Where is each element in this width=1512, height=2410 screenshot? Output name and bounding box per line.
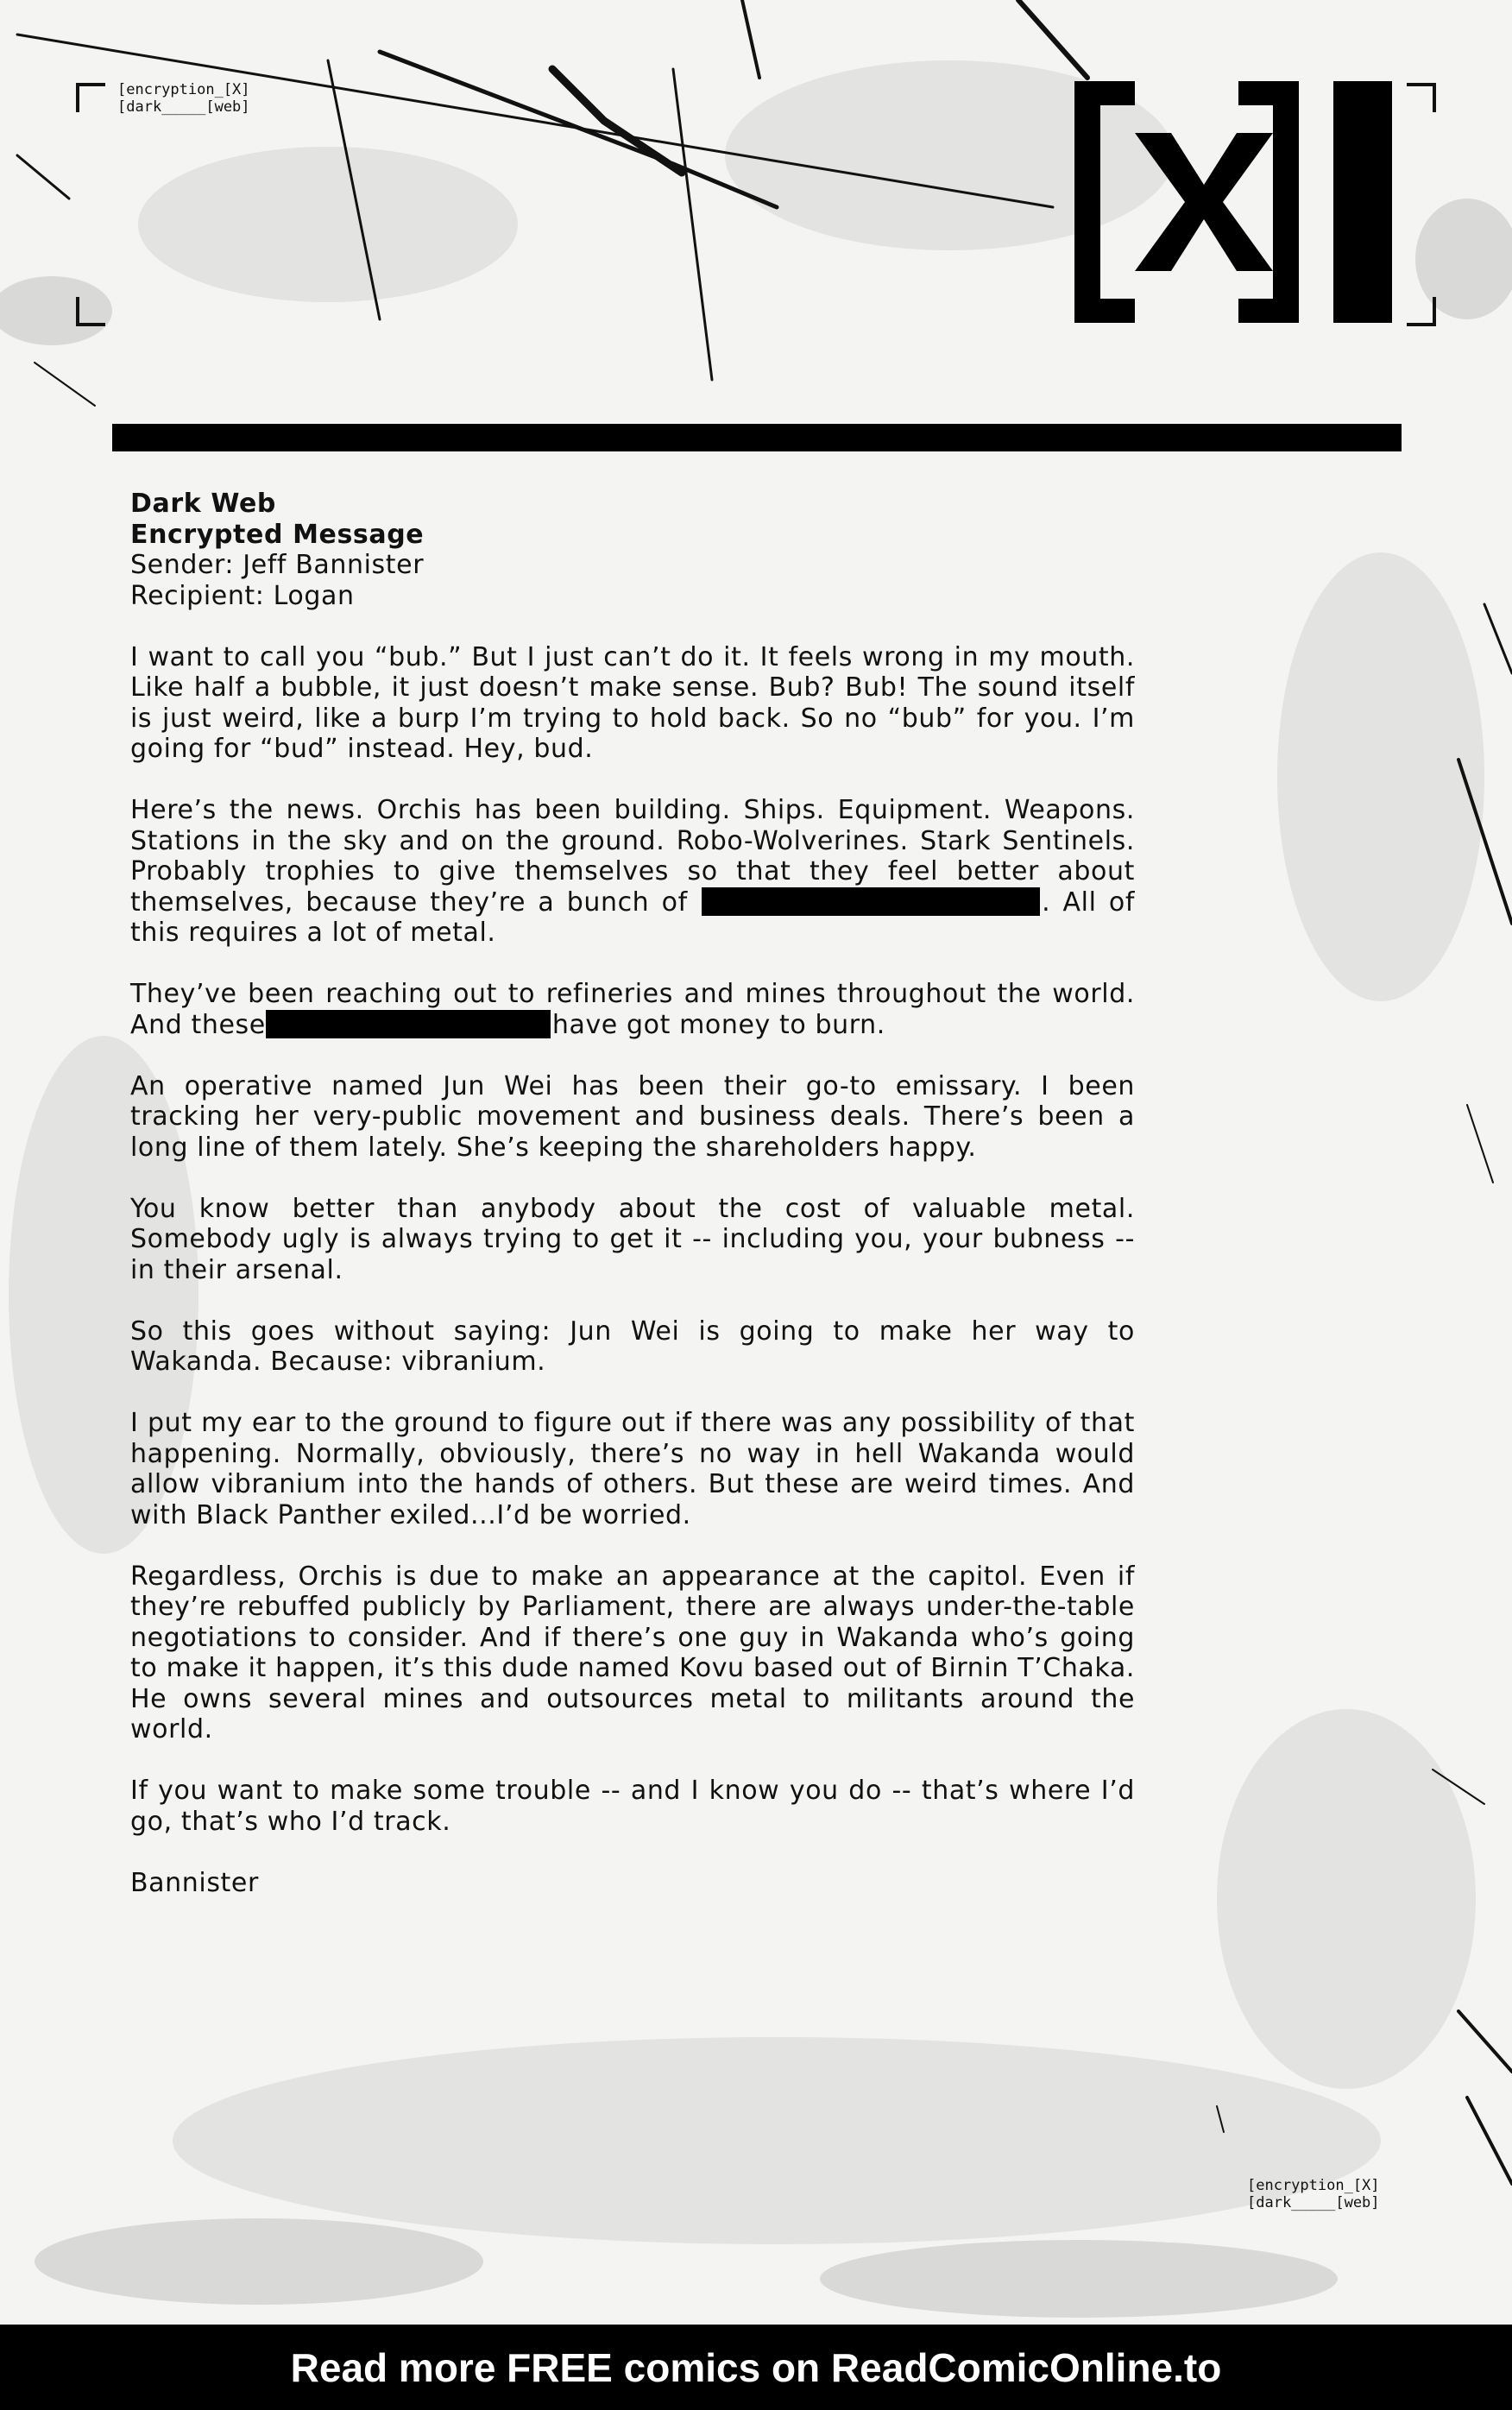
paragraph-8: Regardless, Orchis is due to make an appearance at the capitol. Even if they’re rebuffed publicly by Parliament, there are always under-the-table negotiations to consider. And if there’s one guy in Wakanda who’s going to make it happen, it’s this dude named Kovu based out of Birnin T’Chaka. He owns several mines and outsources metal to militants around the world. xyxy=(130,1561,1135,1744)
paragraph-2 xyxy=(130,795,1135,949)
paragraph-3-text-a: They’ve been reaching out to refineries and mines throughout the world. And these xyxy=(130,979,1135,1040)
encrypted-message xyxy=(130,489,1135,1898)
paragraph-7: I put my ear to the ground to figure out if there was any possibility of that happening. Normally, obviously, there’s no way in hell Wakanda would allow vibranium into the hands of others. But these are weird times. And with Black Panther exiled...I’d be worried. xyxy=(130,1408,1135,1530)
label-line-1: [encryption_[X] xyxy=(117,81,250,98)
message-subtitle: Encrypted Message xyxy=(130,519,425,550)
paragraph-5: You know better than anybody about the cost of valuable metal. Somebody ugly is always trying to get it -- including you, your bubness -- in their arsenal. xyxy=(130,1193,1135,1285)
label-line-1: [encryption_[X] xyxy=(1247,2177,1380,2194)
x-bracket-logo-icon xyxy=(1074,81,1392,323)
corner-label-top-left xyxy=(117,81,250,116)
paragraph-3-text-b: have got money to burn. xyxy=(551,1009,885,1040)
paragraph-1: I want to call you “bub.” But I just can’t do it. It feels wrong in my mouth. Like half a bubble, it just doesn’t make sense. Bub? Bub! The sound itself is just weird, like a burp I’m trying to hold back. So no “bub” for you. I’m going for “bud” instead. Hey, bud. xyxy=(130,641,1135,764)
message-sender: Sender: Jeff Bannister xyxy=(130,550,425,580)
header-rule xyxy=(112,424,1402,451)
redaction-bar xyxy=(266,1010,551,1038)
corner-bracket-bottom-right xyxy=(1407,297,1436,326)
paragraph-2-text-a: Here’s the news. Orchis has been building. Ships. Equipment. Weapons. Stations in the sky and on the ground. Robo-Wolverines. Stark Sentinels. Probably trophies to give themselves so that they feel better about themselves, because they’re a bunch of xyxy=(130,795,1135,918)
corner-bracket-bottom-left xyxy=(76,297,105,326)
message-signature: Bannister xyxy=(130,1867,259,1898)
paragraph-6: So this goes without saying: Jun Wei is going to make her way to Wakanda. Because: vibranium. xyxy=(130,1315,1135,1377)
footer-text[interactable]: Read more FREE comics on ReadComicOnline.to xyxy=(290,2344,1222,2390)
corner-bracket-top-left xyxy=(76,83,105,112)
paragraph-9: If you want to make some trouble -- and I know you do -- that’s where I’d go, that’s who I’d track. xyxy=(130,1776,1135,1837)
paragraph-3 xyxy=(130,979,1135,1040)
label-line-2: [dark_____[web] xyxy=(1247,2194,1380,2211)
redaction-bar xyxy=(702,887,1040,916)
label-line-2: [dark_____[web] xyxy=(117,98,250,116)
paragraph-2-text-b: . All of this requires a lot of metal. xyxy=(130,886,1135,948)
message-title: Dark Web xyxy=(130,489,276,519)
paragraph-4: An operative named Jun Wei has been their go-to emissary. I been tracking her very-public movement and business deals. There’s been a long line of them lately. She’s keeping the shareholders happy. xyxy=(130,1070,1135,1163)
corner-label-bottom-right xyxy=(1247,2177,1380,2211)
corner-bracket-top-right xyxy=(1407,83,1436,112)
message-recipient: Recipient: Logan xyxy=(130,580,355,611)
footer-banner[interactable] xyxy=(0,2325,1512,2410)
